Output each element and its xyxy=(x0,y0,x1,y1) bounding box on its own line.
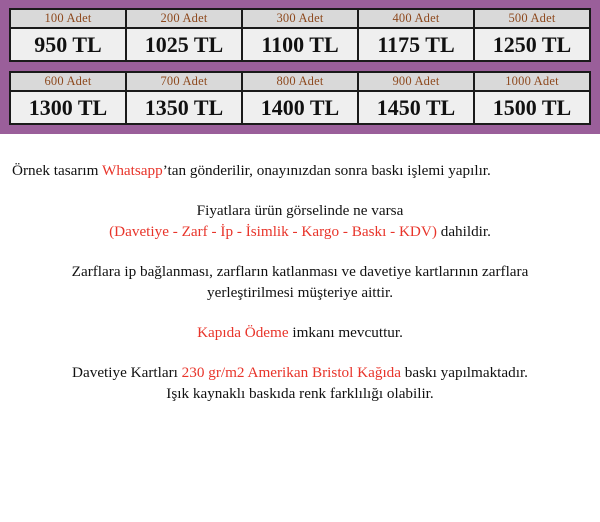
price-value: 1175 TL xyxy=(377,32,455,57)
price-row xyxy=(9,71,591,125)
quantity-label: 900 Adet xyxy=(359,73,473,92)
notes-section xyxy=(0,134,600,404)
price-cell[interactable] xyxy=(127,8,243,62)
price-value: 1100 TL xyxy=(261,32,339,57)
quantity-label: 600 Adet xyxy=(11,73,125,92)
price-cell[interactable] xyxy=(359,71,475,125)
quantity-label: 100 Adet xyxy=(11,10,125,29)
note-paper xyxy=(10,362,590,404)
price-value: 950 TL xyxy=(34,32,102,57)
note-highlight: Whatsapp xyxy=(101,162,163,179)
note-highlight: Kapıda Ödeme xyxy=(197,324,289,341)
price-cell[interactable] xyxy=(475,8,591,62)
note-text: Fiyatlara ürün görselinde ne varsa xyxy=(196,202,404,219)
price-value: 1450 TL xyxy=(376,95,456,120)
quantity-label: 300 Adet xyxy=(243,10,357,29)
price-cell[interactable] xyxy=(475,71,591,125)
quantity-label: 700 Adet xyxy=(127,73,241,92)
price-cell[interactable] xyxy=(9,71,127,125)
price-table xyxy=(0,0,600,134)
note-text: baskı yapılmaktadır. xyxy=(401,364,528,381)
note-text: Işık kaynaklı baskıda renk farklılığı olabilir. xyxy=(166,385,434,402)
note-text: yerleştirilmesi müşteriye aittir. xyxy=(206,284,393,301)
quantity-label: 200 Adet xyxy=(127,10,241,29)
note-text: Zarflara ip bağlanması, zarfların katlanması ve davetiye kartlarının zarflara xyxy=(71,263,529,280)
price-cell[interactable] xyxy=(127,71,243,125)
price-cell[interactable] xyxy=(243,71,359,125)
note-text: dahildir. xyxy=(436,223,491,240)
note-text: Davetiye Kartları xyxy=(72,364,182,381)
note-highlight: 230 gr/m2 Amerikan Bristol Kağıda xyxy=(181,364,401,381)
note-text: ’tan gönderilir, onayınızdan sonra baskı işlemi yapılır. xyxy=(162,162,491,179)
price-cell[interactable] xyxy=(9,8,127,62)
note-included xyxy=(10,200,590,242)
note-payment xyxy=(10,322,590,343)
note-assembly xyxy=(10,261,590,303)
price-value: 1250 TL xyxy=(492,32,572,57)
quantity-label: 1000 Adet xyxy=(475,73,589,92)
price-value: 1500 TL xyxy=(492,95,572,120)
note-highlight: (Davetiye - Zarf - İp - İsimlik - Kargo - Baskı - KDV) xyxy=(109,223,437,240)
price-value: 1300 TL xyxy=(28,95,108,120)
price-row xyxy=(9,8,591,62)
price-value: 1350 TL xyxy=(144,95,224,120)
price-value: 1025 TL xyxy=(144,32,224,57)
note-text: Örnek tasarım xyxy=(12,162,102,179)
quantity-label: 500 Adet xyxy=(475,10,589,29)
note-whatsapp xyxy=(10,160,590,181)
quantity-label: 400 Adet xyxy=(359,10,473,29)
price-value: 1400 TL xyxy=(260,95,340,120)
quantity-label: 800 Adet xyxy=(243,73,357,92)
note-text: imkanı mevcuttur. xyxy=(288,324,403,341)
price-cell[interactable] xyxy=(359,8,475,62)
price-cell[interactable] xyxy=(243,8,359,62)
